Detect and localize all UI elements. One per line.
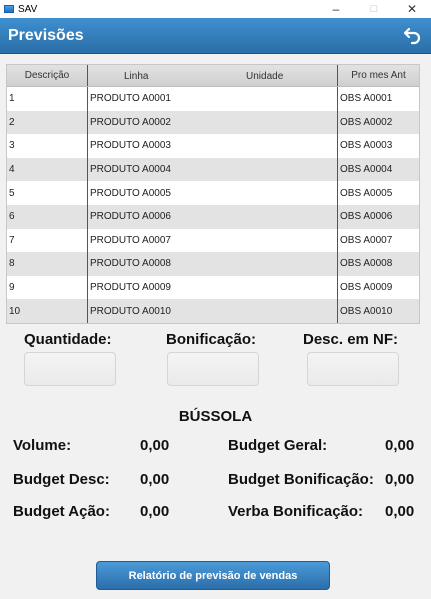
table-row[interactable] bbox=[7, 87, 419, 111]
cell-descricao: 8 bbox=[7, 252, 88, 276]
budget-bonificacao-value: 0,00 bbox=[385, 471, 415, 488]
desc-nf-label: Desc. em NF: bbox=[303, 331, 399, 348]
minimize-button[interactable]: – bbox=[332, 2, 340, 16]
report-button[interactable]: Relatório de previsão de vendas bbox=[96, 561, 330, 590]
back-arrow-icon[interactable] bbox=[403, 26, 423, 46]
budget-bonificacao-label: Budget Bonificação: bbox=[228, 471, 374, 488]
volume-value: 0,00 bbox=[140, 437, 170, 454]
desc-nf-input[interactable] bbox=[307, 352, 399, 386]
cell-pro-mes-ant: OBS A0007 bbox=[340, 234, 393, 246]
budget-acao-label: Budget Ação: bbox=[13, 503, 110, 520]
window-title: SAV bbox=[18, 3, 38, 15]
table-row[interactable] bbox=[7, 158, 419, 182]
app-header bbox=[0, 18, 431, 54]
products-grid bbox=[6, 64, 420, 324]
maximize-button[interactable]: □ bbox=[370, 3, 378, 15]
table-row[interactable] bbox=[7, 134, 419, 158]
app-icon bbox=[4, 5, 14, 13]
grid-header bbox=[7, 65, 419, 87]
cell-descricao: 2 bbox=[7, 111, 88, 135]
cell-pro-mes-ant: OBS A0010 bbox=[340, 305, 393, 317]
column-descricao[interactable]: Descrição bbox=[7, 65, 88, 86]
cell-linha: PRODUTO A0006 bbox=[88, 205, 338, 229]
table-row[interactable] bbox=[7, 181, 419, 205]
cell-descricao: 4 bbox=[7, 158, 88, 182]
table-row[interactable] bbox=[7, 252, 419, 276]
cell-pro-mes-ant: OBS A0003 bbox=[340, 140, 393, 152]
close-button[interactable]: ✕ bbox=[406, 2, 418, 16]
cell-pro-mes-ant: OBS A0008 bbox=[340, 258, 393, 270]
column-linha[interactable]: Linha bbox=[124, 71, 149, 82]
table-row[interactable] bbox=[7, 229, 419, 253]
table-row[interactable] bbox=[7, 276, 419, 300]
bussola-title: BÚSSOLA bbox=[178, 408, 253, 425]
cell-pro-mes-ant: OBS A0001 bbox=[340, 93, 393, 105]
bonificacao-input[interactable] bbox=[167, 352, 259, 386]
column-unidade[interactable]: Unidade bbox=[246, 71, 284, 82]
budget-geral-label: Budget Geral: bbox=[228, 437, 328, 454]
cell-linha: PRODUTO A0004 bbox=[88, 158, 338, 182]
cell-linha: PRODUTO A0010 bbox=[88, 299, 338, 323]
cell-descricao: 9 bbox=[7, 276, 88, 300]
window-controls bbox=[317, 0, 431, 18]
table-row[interactable] bbox=[7, 299, 419, 323]
table-row[interactable] bbox=[7, 111, 419, 135]
grid-body bbox=[7, 87, 419, 323]
budget-geral-value: 0,00 bbox=[385, 437, 415, 454]
cell-descricao: 7 bbox=[7, 229, 88, 253]
cell-pro-mes-ant: OBS A0006 bbox=[340, 211, 393, 223]
cell-pro-mes-ant: OBS A0004 bbox=[340, 164, 393, 176]
cell-descricao: 1 bbox=[7, 87, 88, 111]
budget-acao-value: 0,00 bbox=[140, 503, 170, 520]
cell-linha: PRODUTO A0002 bbox=[88, 111, 338, 135]
cell-linha: PRODUTO A0003 bbox=[88, 134, 338, 158]
quantidade-input[interactable] bbox=[24, 352, 116, 386]
cell-linha: PRODUTO A0007 bbox=[88, 229, 338, 253]
cell-linha: PRODUTO A0005 bbox=[88, 181, 338, 205]
window-titlebar bbox=[0, 0, 431, 18]
cell-pro-mes-ant: OBS A0002 bbox=[340, 116, 393, 128]
cell-linha: PRODUTO A0001 bbox=[88, 87, 338, 111]
cell-linha: PRODUTO A0008 bbox=[88, 252, 338, 276]
table-row[interactable] bbox=[7, 205, 419, 229]
column-pro-mes-ant[interactable]: Pro mes Ant bbox=[351, 70, 406, 81]
cell-descricao: 5 bbox=[7, 181, 88, 205]
cell-linha: PRODUTO A0009 bbox=[88, 276, 338, 300]
quantidade-label: Quantidade: bbox=[24, 331, 112, 348]
bonificacao-label: Bonificação: bbox=[166, 331, 257, 348]
cell-descricao: 10 bbox=[7, 299, 88, 323]
budget-desc-value: 0,00 bbox=[140, 471, 170, 488]
page-title: Previsões bbox=[8, 26, 84, 44]
volume-label: Volume: bbox=[13, 437, 72, 454]
cell-descricao: 6 bbox=[7, 205, 88, 229]
verba-bonificacao-value: 0,00 bbox=[385, 503, 415, 520]
budget-desc-label: Budget Desc: bbox=[13, 471, 110, 488]
verba-bonificacao-label: Verba Bonificação: bbox=[228, 503, 364, 520]
cell-descricao: 3 bbox=[7, 134, 88, 158]
column-linha-unidade bbox=[88, 65, 338, 86]
cell-pro-mes-ant: OBS A0009 bbox=[340, 282, 393, 294]
cell-pro-mes-ant: OBS A0005 bbox=[340, 187, 393, 199]
